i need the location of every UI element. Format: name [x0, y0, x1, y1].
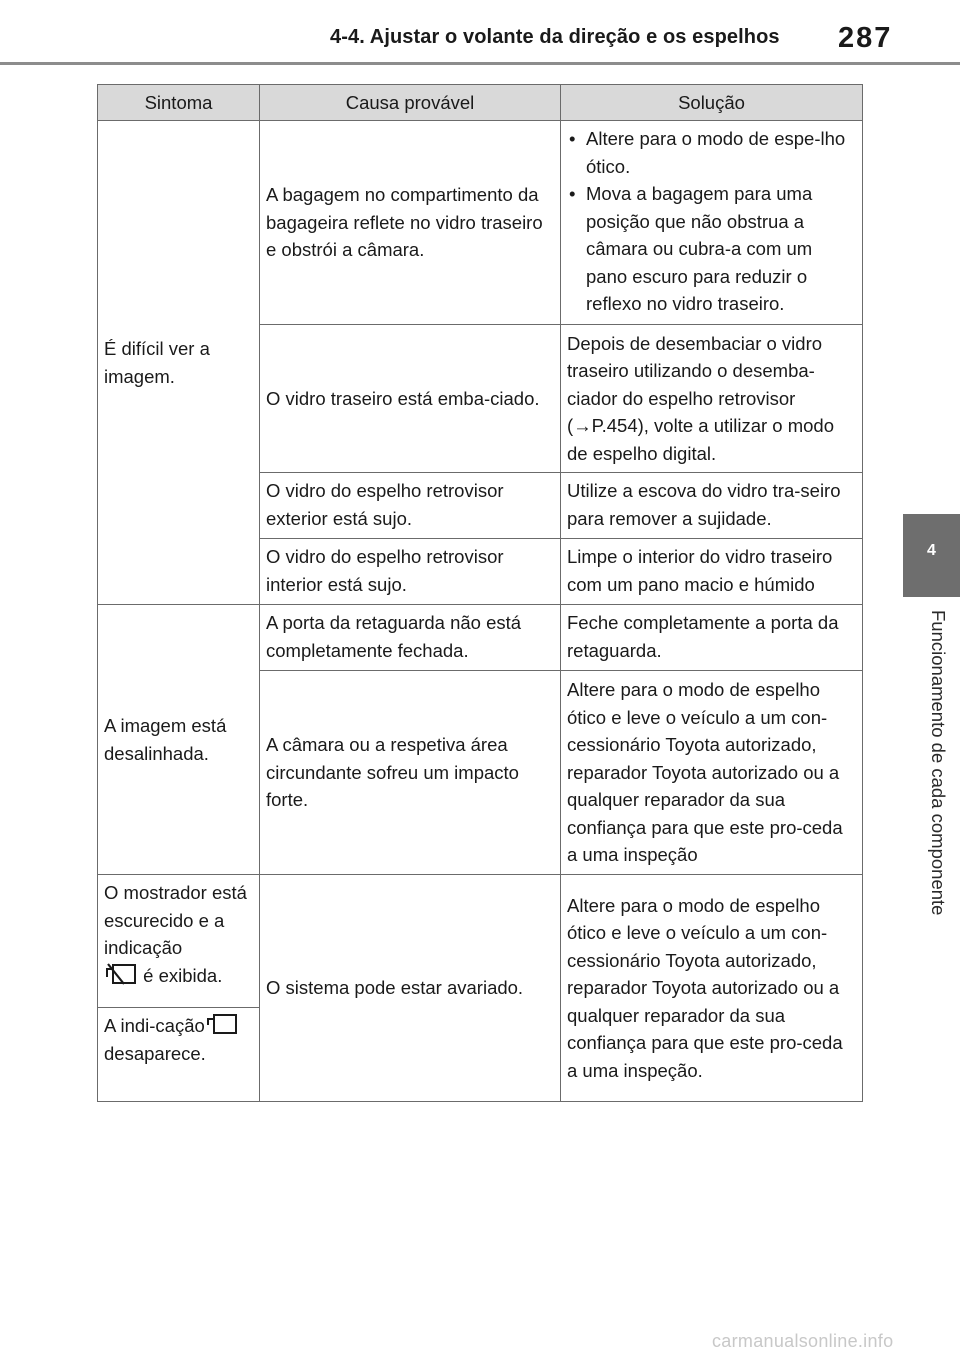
chapter-number: 4	[927, 542, 936, 559]
watermark: carmanualsonline.info	[712, 1331, 894, 1351]
chapter-tab	[903, 514, 960, 597]
table-row	[98, 875, 863, 1008]
column-header-cause: Causa provável	[260, 85, 561, 121]
cause-cell: O vidro traseiro está emba-ciado.	[260, 325, 561, 473]
solution-cell: Limpe o interior do vidro traseiro com um pano macio e húmido	[561, 539, 863, 605]
solution-cell: Depois de desembaciar o vidro traseiro utilizando o desemba-ciador do espelho retrovisor (→P.454), volte a utilizar o modo de espelho digital.	[561, 325, 863, 473]
cause-cell: A câmara ou a respetiva área circundante sofreu um impacto forte.	[260, 671, 561, 875]
table-row	[98, 121, 863, 325]
symptom-text: O mostrador está escurecido e a indicação	[104, 882, 247, 958]
header-divider	[0, 62, 960, 65]
table-header-row	[98, 85, 863, 121]
chapter-label: Funcionamento de cada componente	[928, 610, 949, 916]
camera-icon	[205, 1013, 239, 1035]
column-header-solution: Solução	[561, 85, 863, 121]
symptom-cell: A imagem está desalinhada.	[98, 605, 260, 875]
solution-cell: Utilize a escova do vidro tra-seiro para remover a sujidade.	[561, 473, 863, 539]
solution-bullet-list	[567, 125, 856, 318]
cause-cell: O sistema pode estar avariado.	[260, 875, 561, 1102]
symptom-text-suffix: é exibida.	[143, 964, 223, 986]
solution-cell: Feche completamente a porta da retaguarda.	[561, 605, 863, 671]
table-row	[98, 605, 863, 671]
camera-slash-icon	[104, 963, 138, 985]
column-header-symptom: Sintoma	[98, 85, 260, 121]
symptom-text-suffix: desaparece.	[104, 1042, 206, 1064]
cause-cell: O vidro do espelho retrovisor exterior está sujo.	[260, 473, 561, 539]
solution-cell: Altere para o modo de espelho ótico e leve o veículo a um con-cessionário Toyota autorizado, reparador Toyota autorizado ou a qualquer reparador da sua confiança para que este pro-ceda a uma inspeção.	[561, 875, 863, 1102]
page-header	[0, 0, 960, 70]
cause-cell: A bagagem no compartimento da bagageira reflete no vidro traseiro e obstrói a câmara.	[260, 121, 561, 325]
solution-bullet: • Altere para o modo de espe-lho ótico.	[567, 125, 856, 180]
symptom-cell	[98, 875, 260, 1008]
chapter-label-wrap	[928, 610, 949, 970]
solution-bullet: • Mova a bagagem para uma posição que não obstrua a câmara ou cubra-a com um pano escuro para reduzir o reflexo no vidro traseiro.	[567, 180, 856, 318]
symptom-cell	[98, 1008, 260, 1102]
solution-cell	[561, 121, 863, 325]
page-number: 287	[838, 22, 893, 54]
symptom-cell: É difícil ver a imagem.	[98, 121, 260, 605]
solution-cell: Altere para o modo de espelho ótico e leve o veículo a um con-cessionário Toyota autorizado, reparador Toyota autorizado ou a qualquer reparador da sua confiança para que este pro-ceda a uma inspeção	[561, 671, 863, 875]
cause-cell: O vidro do espelho retrovisor interior está sujo.	[260, 539, 561, 605]
section-title: 4-4. Ajustar o volante da direção e os espelhos	[330, 26, 780, 48]
symptom-text: A indi-cação	[104, 1015, 205, 1036]
cause-cell: A porta da retaguarda não está completamente fechada.	[260, 605, 561, 671]
troubleshooting-table	[97, 84, 863, 1102]
